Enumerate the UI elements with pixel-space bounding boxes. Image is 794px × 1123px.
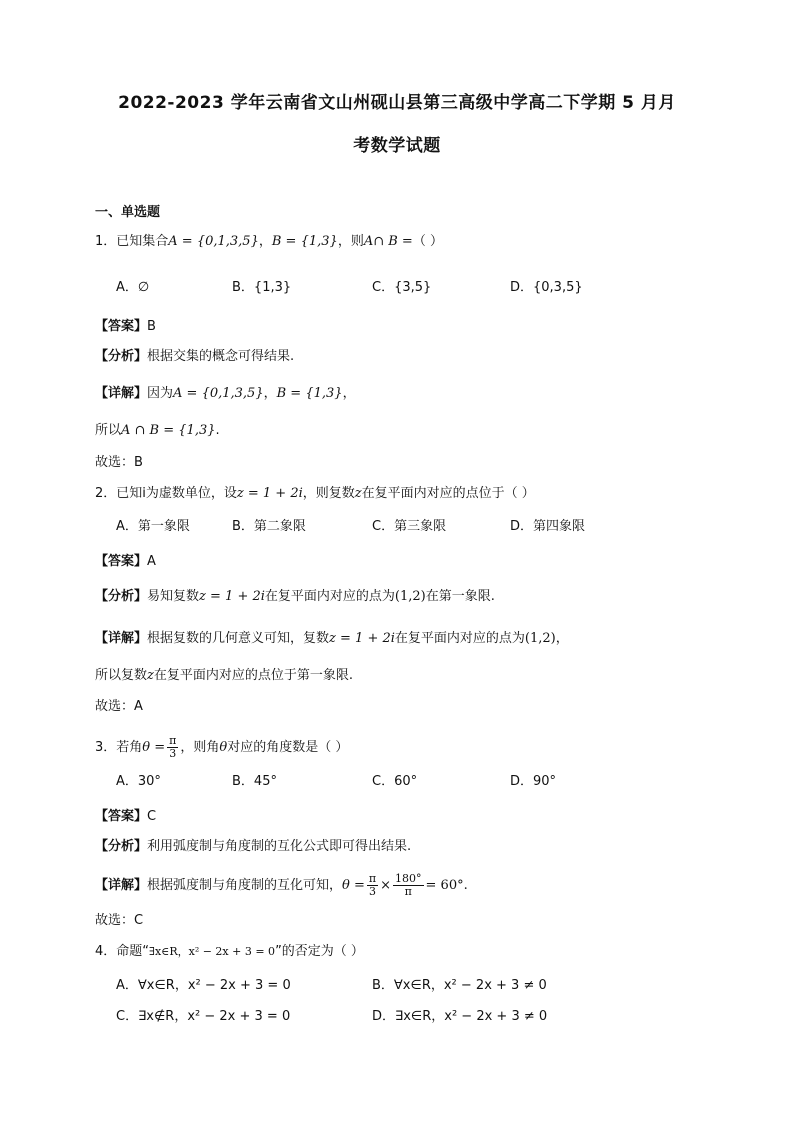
q3-answer-value: C [147, 809, 157, 824]
q1-expression: A∩ B = [363, 234, 413, 249]
q1-choose: 故选：B [95, 455, 143, 470]
q3-analysis-text: 利用弧度制与角度制的互化公式即可得出结果. [147, 839, 412, 854]
q1-stem-text: 1．已知集合 [95, 234, 169, 249]
detail-label: 【详解】 [95, 631, 148, 646]
q1-set-b: B = {1,3} [271, 234, 338, 249]
question-4-stem [95, 943, 364, 961]
q3-fraction-num: π [169, 734, 177, 747]
analysis-label: 【分析】 [95, 589, 148, 604]
q2-detail-text2: 在复平面内对应的点为 [394, 631, 525, 646]
q1-option-d: D．{0,3,5} [510, 280, 583, 295]
q1-so-expression: A ∩ B = {1,3} [121, 423, 216, 438]
q2-answer [95, 553, 156, 571]
q3-detail-fraction2-num: 180° [395, 872, 422, 885]
q3-option-d: D．90° [510, 774, 557, 789]
q3-theta: θ [219, 740, 228, 755]
q4-stem-end: ”的否定为（ ） [275, 944, 364, 959]
document-title-line2: 考数学试题 [353, 136, 441, 156]
q1-so-end: . [215, 423, 220, 438]
detail-label: 【详解】 [95, 878, 148, 893]
q3-theta-eq: θ = [142, 740, 166, 755]
q3-detail-fraction1-num: π [368, 872, 377, 885]
q1-so-text: 所以 [95, 423, 122, 438]
q2-option-b: B．第二象限 [232, 519, 306, 534]
q2-option-c: C．第三象限 [372, 519, 447, 534]
q3-detail-times: × [380, 878, 392, 893]
document-title-line1: 2022-2023 学年云南省文山州砚山县第三高级中学高二下学期 5 月月 [118, 93, 676, 113]
q1-detail-comma: ， [263, 386, 277, 401]
answer-label: 【答案】 [95, 319, 148, 334]
answer-label: 【答案】 [95, 554, 148, 569]
q1-analysis-text: 根据交集的概念可得结果. [147, 349, 295, 364]
q1-detail [95, 385, 356, 403]
q2-analysis-point: (1,2) [394, 589, 426, 604]
q3-choose: 故选：C [95, 913, 144, 928]
q3-option-c: C．60° [372, 774, 418, 789]
q2-conclusion [95, 667, 353, 685]
q2-stem-text: 2．已知i为虚数单位，设 [95, 486, 237, 501]
q4-option-c: C．∃x∉R，x² − 2x + 3 = 0 [116, 1009, 291, 1024]
q1-answer [95, 318, 156, 336]
q1-blank: （ ） [412, 234, 443, 249]
q3-fraction [167, 735, 178, 760]
q1-analysis [95, 348, 294, 366]
q2-option-a: A．第一象限 [116, 519, 190, 534]
q2-detail-expression: z = 1 + 2i [329, 631, 395, 646]
answer-label: 【答案】 [95, 809, 148, 824]
q3-detail-text: 根据弧度制与角度制的互化可知， [147, 878, 343, 893]
q1-option-a: A．∅ [116, 280, 150, 295]
q1-detail-set-b: B = {1,3} [276, 386, 343, 401]
section-heading: 一、单选题 [95, 205, 161, 220]
q1-then: ，则 [337, 234, 364, 249]
q2-analysis-text: 易知复数 [147, 589, 200, 604]
q2-expression: z = 1 + 2i [236, 486, 303, 501]
q1-option-c: C．{3,5} [372, 280, 432, 295]
q2-stem-end: 在复平面内对应的点位于（ ） [361, 486, 535, 501]
q2-detail-text: 根据复数的几何意义可知，复数 [147, 631, 330, 646]
q3-detail-fraction1-den: 3 [369, 885, 376, 898]
q2-option-d: D．第四象限 [510, 519, 586, 534]
q2-then: ，则复数 [302, 486, 355, 501]
q3-stem-end: 对应的角度数是（ ） [227, 740, 349, 755]
q3-detail [95, 873, 468, 898]
q2-choose: 故选：A [95, 699, 143, 714]
question-3-stem [95, 735, 348, 760]
q3-analysis [95, 838, 411, 856]
question-1-stem [95, 233, 443, 251]
q3-detail-fraction2 [393, 873, 424, 898]
q2-detail-end: ， [555, 631, 569, 646]
q3-then: ，则角 [180, 740, 220, 755]
q3-detail-fraction2-den: π [404, 885, 412, 898]
q2-z: z [354, 486, 362, 501]
q2-analysis-end: 在第一象限. [425, 589, 495, 604]
q3-option-b: B．45° [232, 774, 277, 789]
q2-so-text: 所以复数 [95, 668, 148, 683]
q2-analysis-text2: 在复平面内对应的点为 [264, 589, 395, 604]
q1-detail-set-a: A = {0,1,3,5} [173, 386, 264, 401]
q2-detail [95, 630, 569, 648]
q1-conclusion [95, 422, 220, 440]
q2-so-z: z [147, 668, 154, 683]
q4-option-b: B．∀x∈R，x² − 2x + 3 ≠ 0 [372, 978, 547, 993]
detail-label: 【详解】 [95, 386, 148, 401]
analysis-label: 【分析】 [95, 839, 148, 854]
q2-detail-point: (1,2) [524, 631, 556, 646]
q1-answer-value: B [147, 319, 156, 334]
q1-comma: ， [258, 234, 272, 249]
q1-option-b: B．{1,3} [232, 280, 292, 295]
q3-fraction-den: 3 [169, 747, 177, 760]
q1-set-a: A = {0,1,3,5} [168, 234, 259, 249]
q2-answer-value: A [147, 554, 156, 569]
q4-option-a: A．∀x∈R，x² − 2x + 3 = 0 [116, 978, 291, 993]
question-2-stem [95, 485, 535, 503]
q3-answer [95, 808, 156, 826]
q4-option-d: D．∃x∈R，x² − 2x + 3 ≠ 0 [372, 1009, 548, 1024]
q1-detail-end: ， [342, 386, 356, 401]
q4-proposition: ∃x∈R，x² − 2x + 3 = 0 [149, 945, 276, 958]
analysis-label: 【分析】 [95, 349, 148, 364]
q3-option-a: A．30° [116, 774, 161, 789]
q1-detail-text: 因为 [147, 386, 174, 401]
q3-detail-fraction1 [367, 873, 378, 898]
q2-so-end: 在复平面内对应的点位于第一象限. [153, 668, 354, 683]
q3-stem-text: 3．若角 [95, 740, 143, 755]
q2-analysis-expression: z = 1 + 2i [199, 589, 265, 604]
q4-stem-text: 4．命题“ [95, 944, 150, 959]
q2-analysis [95, 588, 495, 606]
q3-detail-result: = 60°. [425, 878, 468, 893]
q3-detail-theta: θ = [342, 878, 365, 893]
